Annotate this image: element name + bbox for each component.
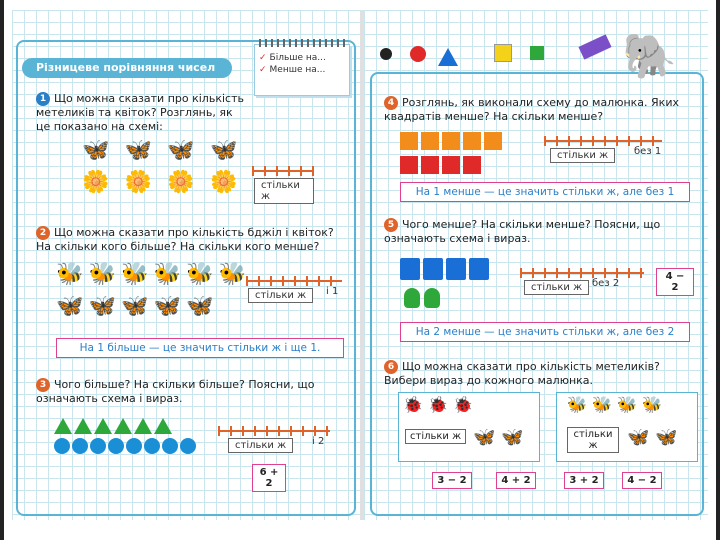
circle-row <box>54 438 198 458</box>
butterfly-icon: 🦋 <box>627 427 650 448</box>
circle-decoration <box>410 46 426 62</box>
red-square <box>400 156 418 174</box>
circle-shape <box>144 438 160 454</box>
scheme-label: стільки ж <box>248 288 313 303</box>
expression-option[interactable]: 3 − 2 <box>432 472 472 489</box>
butterfly-row-3 <box>473 427 524 448</box>
check-icon: ✓ <box>259 53 267 63</box>
picture-right <box>556 392 698 462</box>
scheme-extra: без 2 <box>592 278 620 289</box>
red-square <box>421 156 439 174</box>
butterfly-row <box>82 138 237 164</box>
butterfly-icon: 🦋 <box>186 294 214 319</box>
bee-icon: 🐝 <box>88 262 116 287</box>
red-square <box>463 156 481 174</box>
task-number: 2 <box>36 226 50 240</box>
scheme-label: стільки ж <box>254 178 314 204</box>
red-square-row <box>400 156 484 178</box>
task3 <box>36 378 336 406</box>
rule-box-task2: На 1 більше — це значить стільки ж і ще 1. <box>56 338 344 358</box>
ladybug-icon: 🐞 <box>453 395 473 414</box>
bee-icon: 🐝 <box>567 395 587 414</box>
butterfly-icon: 🦋 <box>82 138 110 163</box>
task-number: 6 <box>384 360 398 374</box>
scheme-task2 <box>246 270 342 310</box>
scheme-extra: і 2 <box>312 436 325 447</box>
task3-text: Чого більше? На скільки більше? Поясни, що означають схема і вираз. <box>36 378 315 405</box>
flower-icon: 🌼 <box>210 170 238 195</box>
triangle-shape <box>114 418 132 434</box>
task6 <box>384 360 700 388</box>
bee-icon: 🐝 <box>56 262 84 287</box>
triangle-decoration <box>438 48 458 66</box>
scheme-label: стільки ж <box>550 148 615 163</box>
expression-box-task5: 4 − 2 <box>656 268 694 296</box>
task4-text: Розглянь, як виконали схему до малюнка. Яких квадратів менше? На скільки менше? <box>384 96 679 123</box>
circle-shape <box>126 438 142 454</box>
scheme-task3 <box>218 420 330 460</box>
page-title: Різницеве порівняння чисел <box>22 58 232 78</box>
check-icon: ✓ <box>259 65 267 75</box>
butterfly-icon: 🦋 <box>501 427 524 448</box>
cylinder-row <box>404 288 444 312</box>
note-line-more: ✓ Більше на... <box>259 53 326 63</box>
butterfly-icon: 🦋 <box>121 294 149 319</box>
scheme-label: стільки ж <box>228 438 293 453</box>
circle-shape <box>90 438 106 454</box>
bee-icon: 🐝 <box>592 395 612 414</box>
orange-square <box>442 132 460 150</box>
notepad <box>254 44 350 96</box>
task2-text: Що можна сказати про кількість бджіл і квіток? На скільки кого більше? На скільки кого менше? <box>36 226 334 253</box>
triangle-shape <box>54 418 72 434</box>
circle-shape <box>162 438 178 454</box>
flower-icon: 🌼 <box>124 170 153 195</box>
triangle-row <box>54 418 174 438</box>
bee-icon: 🐝 <box>121 262 149 287</box>
picture-left <box>398 392 540 462</box>
red-square <box>442 156 460 174</box>
task1-text: Що можна сказати про кількість метеликів та квіток? Розглянь, як це показано на схемі: <box>36 92 244 133</box>
bee-icon: 🐝 <box>218 262 246 287</box>
task6-text: Що можна сказати про кількість метеликів? Вибери вираз до кожного малюнка. <box>384 360 660 387</box>
blue-cube <box>400 258 420 280</box>
expression-option[interactable]: 3 + 2 <box>564 472 604 489</box>
flower-icon: 🌼 <box>167 170 195 195</box>
orange-square <box>484 132 502 150</box>
dot-decoration <box>380 48 392 60</box>
task-number: 1 <box>36 92 50 106</box>
task5 <box>384 218 700 246</box>
butterfly-icon: 🦋 <box>124 138 153 163</box>
butterfly-icon: 🦋 <box>88 294 116 319</box>
circle-shape <box>108 438 124 454</box>
ladybug-row <box>403 395 473 414</box>
expression-box-task3: 6 + 2 <box>252 464 286 492</box>
scheme-task5 <box>520 262 644 302</box>
ladybug-icon: 🐞 <box>428 395 448 414</box>
task-number: 5 <box>384 218 398 232</box>
butterfly-icon: 🦋 <box>473 427 496 448</box>
butterfly-row-2 <box>56 294 213 320</box>
green-cylinder <box>404 288 420 308</box>
circle-shape <box>180 438 196 454</box>
rule-box-task4: На 1 менше — це значить стільки ж, але без 1 <box>400 182 690 202</box>
elephant-icon: 🐘 <box>622 31 677 82</box>
task2 <box>36 226 348 254</box>
scheme-task1 <box>252 160 314 200</box>
butterfly-icon: 🦋 <box>655 427 678 448</box>
task-number: 4 <box>384 96 398 110</box>
flower-row <box>82 170 237 196</box>
expression-option[interactable]: 4 − 2 <box>622 472 662 489</box>
task4 <box>384 96 700 124</box>
bee-icon: 🐝 <box>153 262 181 287</box>
butterfly-icon: 🦋 <box>210 138 238 163</box>
task1 <box>36 92 246 134</box>
bee-icon: 🐝 <box>642 395 662 414</box>
task5-text: Чого менше? На скільки менше? Поясни, що означають схема і вираз. <box>384 218 661 245</box>
note-line-less: ✓ Менше на... <box>259 65 326 75</box>
ladybug-icon: 🐞 <box>403 395 423 414</box>
orange-square <box>463 132 481 150</box>
butterfly-icon: 🦋 <box>56 294 84 319</box>
bee-icon: 🐝 <box>617 395 637 414</box>
expression-option[interactable]: 4 + 2 <box>496 472 536 489</box>
orange-square-row <box>400 132 505 154</box>
blue-cube <box>469 258 489 280</box>
task-number: 3 <box>36 378 50 392</box>
flower-icon: 🌼 <box>82 170 110 195</box>
triangle-shape <box>154 418 172 434</box>
scheme-label: стільки ж <box>524 280 589 295</box>
bee-row-2 <box>567 395 662 414</box>
blue-cube <box>423 258 443 280</box>
orange-square <box>421 132 439 150</box>
scheme-task4 <box>544 130 662 170</box>
scheme-extra: і 1 <box>326 286 339 297</box>
green-square-decoration <box>530 46 544 60</box>
scheme-label: стільки ж <box>405 429 466 444</box>
scheme-extra: без 1 <box>634 146 662 157</box>
circle-shape <box>54 438 70 454</box>
butterfly-row-4 <box>627 427 678 448</box>
triangle-shape <box>74 418 92 434</box>
blue-cube <box>446 258 466 280</box>
notepad-spiral <box>259 39 345 47</box>
triangle-shape <box>134 418 152 434</box>
circle-shape <box>72 438 88 454</box>
orange-square <box>400 132 418 150</box>
triangle-shape <box>94 418 112 434</box>
scheme-label: стільки ж <box>567 427 619 453</box>
butterfly-icon: 🦋 <box>167 138 195 163</box>
green-cylinder <box>424 288 440 308</box>
rule-box-task5: На 2 менше — це значить стільки ж, але без 2 <box>400 322 690 342</box>
butterfly-icon: 🦋 <box>153 294 181 319</box>
bee-row <box>56 262 246 288</box>
cube-row <box>400 258 492 284</box>
bee-icon: 🐝 <box>186 262 214 287</box>
square-decoration <box>494 44 512 62</box>
